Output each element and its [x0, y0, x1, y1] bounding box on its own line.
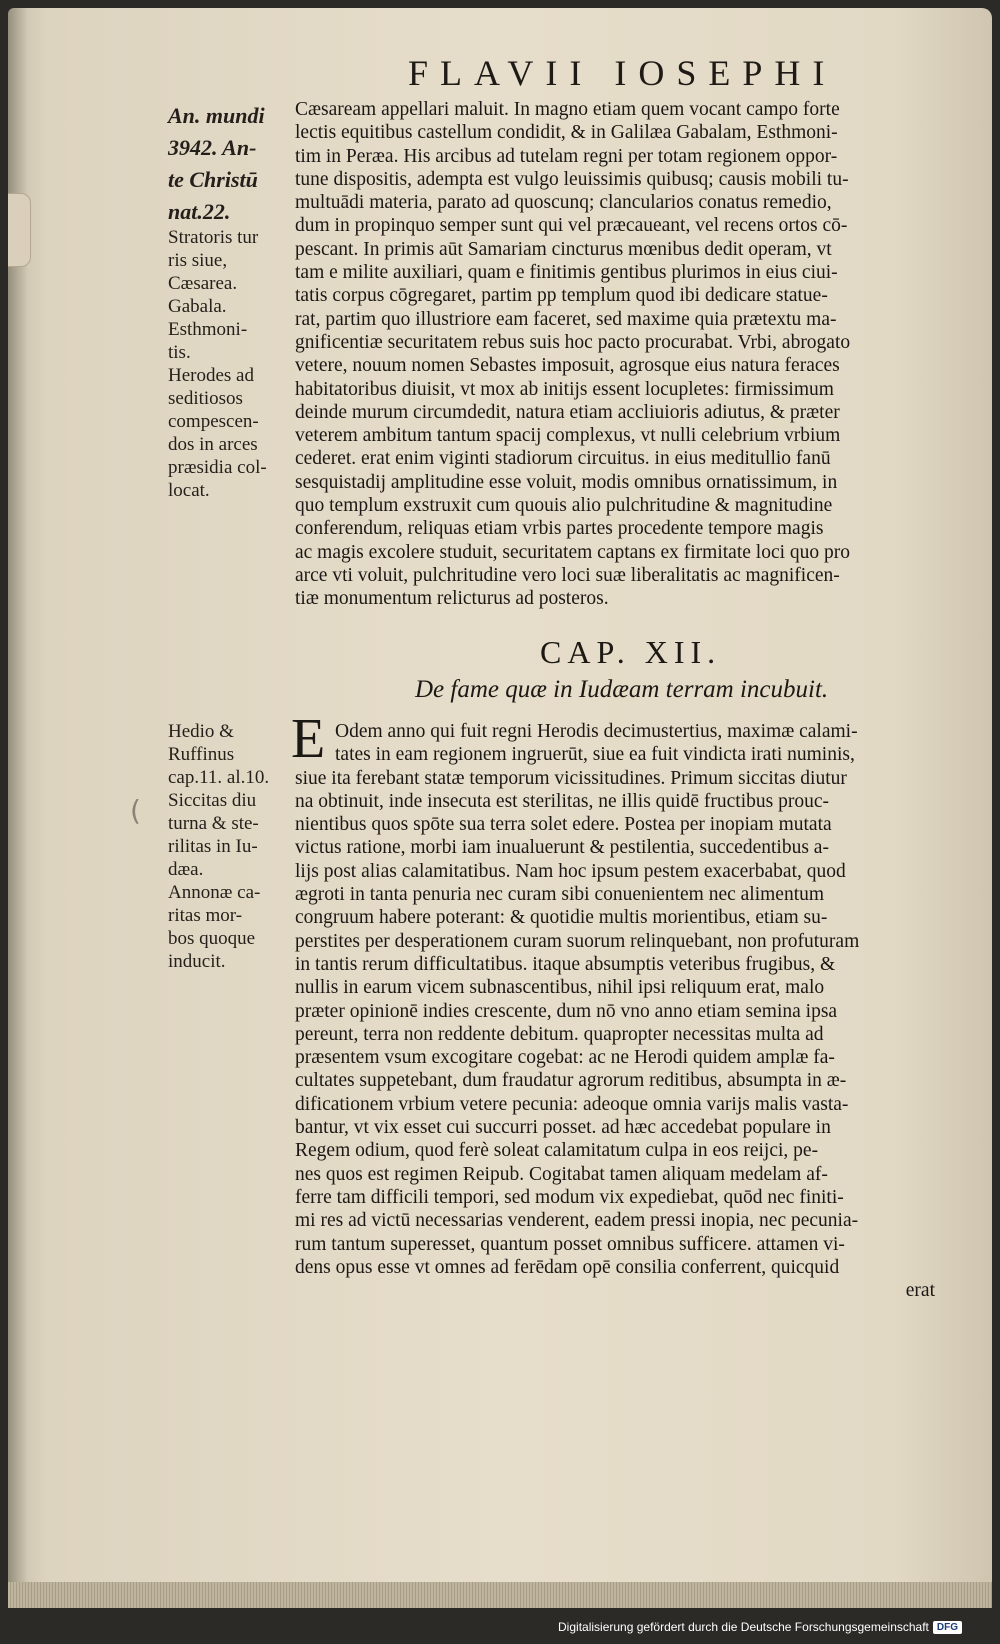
text-line: siue ita ferebant statæ temporum vicissitudines. Primum siccitas diutur [295, 767, 847, 789]
text-line: quo templum exstruxit cum quouis alio pulchritudine & magnitudine [295, 495, 833, 517]
margin-line: rilitas in Iu- [168, 836, 258, 857]
text-line: dificationem vrbium vetere pecunia: adeoque omnia varijs malis vasta- [295, 1093, 849, 1115]
digitization-footer [558, 1620, 962, 1634]
text-line: ac magis excolere studuit, securitatem captans ex firmitate loci quo pro [295, 541, 851, 563]
body-text-lower [295, 720, 955, 1302]
text-line: vetere, nouum nomen Sebastes imposuit, agrosque eius natura feraces [295, 355, 840, 377]
pencil-mark: ( [130, 794, 141, 827]
text-line: nientibus quos spōte sua terra solet edere. Postea per inopiam mutata [295, 814, 832, 836]
text-line: tates in eam regionem ingruerūt, siue ea fuit vindicta irati numinis, [335, 744, 855, 766]
text-line: dens opus esse vt omnes ad ferēdam opē consilia conferrent, quicquid [295, 1256, 840, 1278]
margin-notes-places [168, 226, 293, 502]
body-text-upper [295, 98, 955, 611]
margin-line: 3942. An- [168, 135, 257, 160]
margin-line: Esthmoni- [168, 319, 248, 340]
book-page [8, 8, 992, 1608]
text-line: victus ratione, morbi iam inualuerunt & pestilentia, succedentibus a- [295, 837, 829, 859]
text-line: rat, partim quo illustriore eam faceret, sed maxime quia prætextu ma- [295, 308, 837, 330]
margin-line: ris siue, [168, 250, 228, 271]
drop-cap: E [291, 708, 326, 770]
text-line: pescant. In primis aūt Samariam cincturus mœnibus dedit operam, vt [295, 238, 832, 260]
margin-note-date [168, 100, 293, 228]
margin-line: dos in arces [168, 434, 258, 455]
margin-line: compescen- [168, 411, 259, 432]
margin-line: Siccitas diu [168, 790, 257, 811]
margin-line: nat.22. [168, 199, 231, 224]
text-line: nullis in earum vicem subnascentibus, nihil ipsi reliquum erat, malo [295, 977, 825, 999]
text-line: tatis corpus cōgregaret, partim pp templum quod ibi dedicare statue- [295, 285, 828, 307]
text-line: lectis equitibus castellum condidit, & in Galilæa Gabalam, Esthmoni- [295, 122, 838, 144]
margin-line: An. mundi [168, 103, 265, 128]
text-line: rum tantum superesset, quantum posset omnibus sufficere. attamen vi- [295, 1233, 845, 1255]
text-line: præsentem vsum excogitare cogebat: ac ne Herodi quidem amplæ fa- [295, 1047, 835, 1069]
margin-line: inducit. [168, 951, 226, 972]
margin-line: Herodes ad [168, 365, 254, 386]
text-line: in tantis rerum difficultatibus. itaque absumptis veteribus frugibus, & [295, 953, 836, 975]
text-line: tam e milite auxiliari, quam e finitimis gentibus plurimos in eius ciui- [295, 262, 838, 284]
text-line: habitatoribus diuisit, vt mox ab initijs essent locupletes: firmissimum [295, 378, 834, 400]
running-head: FLAVII IOSEPHI [408, 53, 837, 93]
text-line: tim in Peræa. His arcibus ad tutelam regni per totam regionem oppor- [295, 145, 838, 167]
text-line: cultates suppetebant, dum fraudatur agrorum reditibus, absumpta in æ- [295, 1070, 847, 1092]
text-line: cederet. erat enim viginti stadiorum circuitus. in eius meditullio fanū [295, 448, 831, 470]
margin-line: Cæsarea. [168, 273, 238, 294]
dfg-logo: DFG [933, 1621, 962, 1634]
margin-line: seditiosos [168, 388, 243, 409]
text-line: Odem anno qui fuit regni Herodis decimustertius, maximæ calami- [335, 721, 858, 742]
text-line: præter opinionē indies crescente, dum nō vno anno etiam semina ipsa [295, 1000, 838, 1022]
text-line: gnificentiæ securitatem rebus suis hoc pacto procurabat. Vrbi, abrogato [295, 331, 851, 353]
margin-line: Ruffinus [168, 744, 235, 765]
catchword: erat [905, 1280, 935, 1302]
text-line: deinde murum circumdedit, natura etiam accliuioris adiutus, & præter [295, 401, 840, 423]
text-line: dum in propinquo semper sunt qui vel præcaueant, vel recens ortos cō- [295, 215, 848, 237]
margin-line: cap.11. al.10. [168, 767, 270, 788]
text-line: arce vti voluit, pulchritudine vero loci suæ liberalitatis ac magnificen- [295, 564, 840, 586]
text-line: Cæsaream appellari maluit. In magno etiam quem vocant campo forte [295, 99, 840, 120]
text-line: tune dispositis, adempta est vulgo leuissimis quibusq; causis mobili tu- [295, 168, 849, 190]
text-line: bantur, vt vix esset cui succurri posset. ad hæc accedebat populare in [295, 1117, 831, 1139]
margin-line: præsidia col- [168, 457, 267, 478]
text-line: pereunt, terra non reddente debitum. quapropter necessitas multa ad [295, 1023, 824, 1045]
margin-line: turna & ste- [168, 813, 259, 834]
footer-text: Digitalisierung gefördert durch die Deutsche Forschungsgemeinschaft [558, 1620, 929, 1634]
text-line: ferre tam difficili tempori, sed modum vix expediebat, quōd nec finiti- [295, 1186, 844, 1208]
page-tab-marker [8, 193, 31, 267]
margin-line: ritas mor- [168, 905, 243, 926]
text-line: lijs post alias calamitatibus. Nam hoc ipsum pestem exacerbabat, quod [295, 860, 846, 882]
text-line: conferendum, reliquas etiam vrbis partes procedente tempore magis [295, 518, 824, 540]
margin-notes-famine [168, 720, 293, 973]
text-line: tiæ monumentum relicturus ad posteros. [295, 588, 609, 610]
chapter-heading: CAP. XII. [540, 634, 722, 670]
margin-line: bos quoque [168, 928, 256, 949]
margin-line: Gabala. [168, 296, 227, 317]
text-line: nes quos est regimen Reipub. Cogitabat tamen aliquam medelam af- [295, 1163, 828, 1185]
text-line: congruum habere poterant: & quotidie multis morientibus, etiam su- [295, 907, 828, 929]
margin-line: Hedio & [168, 721, 234, 742]
margin-line: tis. [168, 342, 191, 363]
margin-line: dæa. [168, 859, 204, 880]
text-line: Regem odium, quod ferè soleat calamitatum culpa in eos reijci, pe- [295, 1140, 819, 1162]
margin-line: Stratoris tur [168, 227, 259, 248]
text-line: sesquistadij amplitudine esse voluit, modis omnibus ornatissimum, in [295, 471, 838, 493]
text-line: ægroti in tanta penuria nec curam sibi conuenientem nec alimentum [295, 884, 825, 906]
text-line: mi res ad victū necessarias venderent, eadem pressi inopia, nec pecunia- [295, 1210, 859, 1232]
text-line: na obtinuit, inde insecuta est sterilitas, ne illis quidē fructibus prouc- [295, 790, 829, 812]
text-line: veterem ambitum tantum spacij complexus, vt nulli celebrium vrbium [295, 425, 841, 447]
chapter-subtitle: De fame quæ in Iudæam terram incubuit. [415, 676, 829, 703]
text-line: multuādi materia, parato ad quoscunq; clancularios conatus remedio, [295, 192, 832, 214]
page-edge [8, 1582, 992, 1608]
margin-line: Annonæ ca- [168, 882, 261, 903]
margin-line: locat. [168, 480, 210, 501]
text-line: perstites per desperationem curam suorum relinquebant, non profuturam [295, 930, 860, 952]
margin-line: te Christū [168, 167, 258, 192]
